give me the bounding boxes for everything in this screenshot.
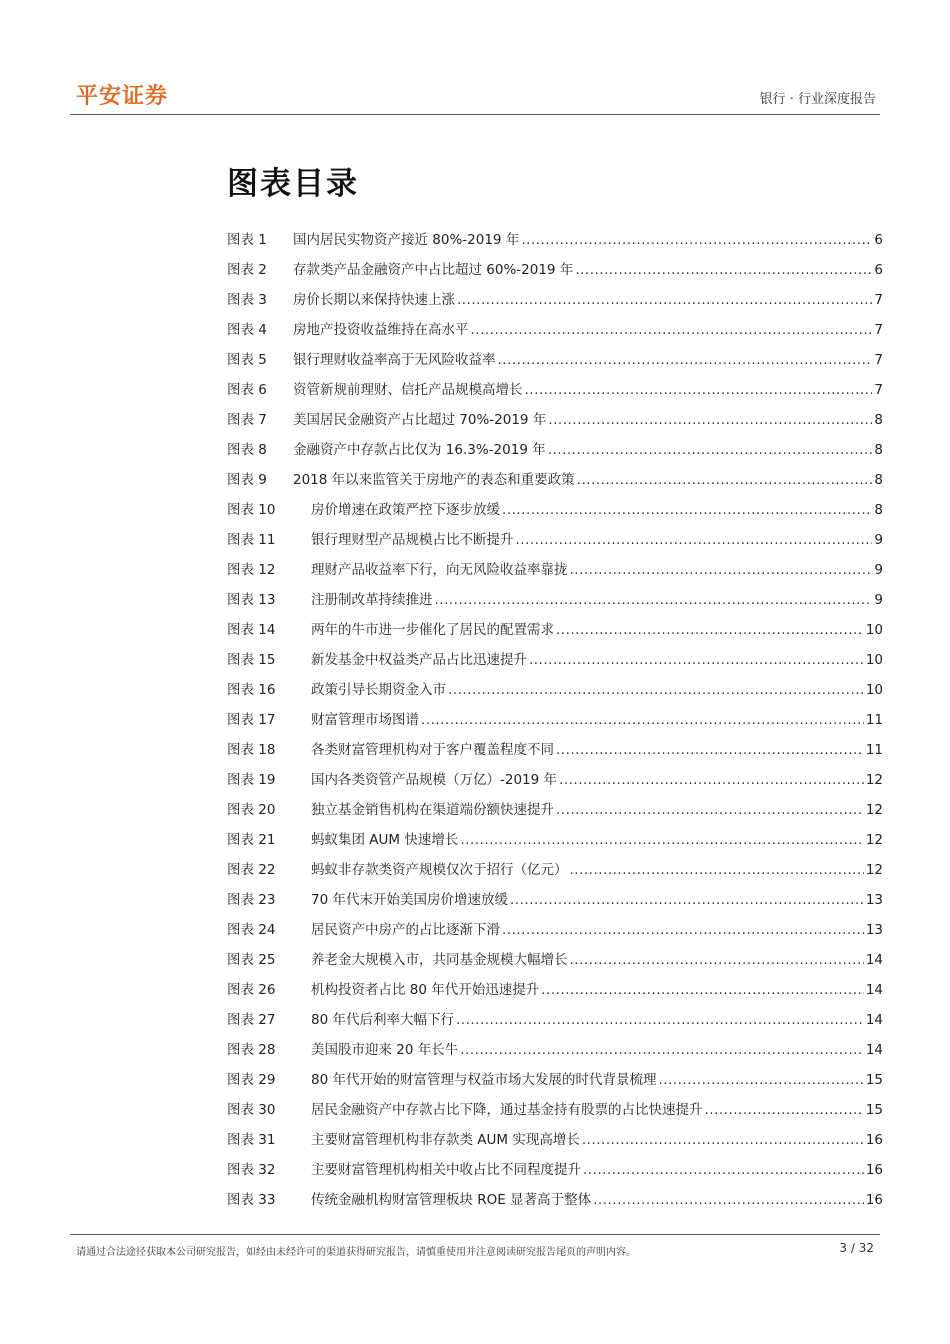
toc-figure-title[interactable]: 80 年代后利率大幅下行 <box>311 1012 454 1028</box>
toc-page-number[interactable]: 12 <box>865 832 883 848</box>
toc-figure-title[interactable]: 机构投资者占比 80 年代开始迅速提升 <box>311 982 540 998</box>
toc-entry[interactable] <box>227 1065 883 1095</box>
toc-dot-leader <box>457 285 872 315</box>
toc-entry[interactable] <box>227 885 883 915</box>
toc-figure-label: 图表 27 <box>227 1012 276 1028</box>
toc-figure-label: 图表 17 <box>227 712 276 728</box>
toc-entry[interactable] <box>227 1035 883 1065</box>
toc-dot-leader <box>502 915 864 945</box>
toc-page-number[interactable]: 11 <box>865 742 883 758</box>
toc-entry[interactable] <box>227 1125 883 1155</box>
toc-figure-title[interactable]: 蚂蚁集团 AUM 快速增长 <box>311 832 459 848</box>
toc-figure-title[interactable]: 主要财富管理机构非存款类 AUM 实现高增长 <box>311 1132 580 1148</box>
footer-disclaimer: 请通过合法途径获取本公司研究报告，如经由未经许可的渠道获得研究报告，请慎重使用并注意阅读研究报告尾页的声明内容。 <box>76 1247 636 1258</box>
toc-figure-title[interactable]: 养老金大规模入市，共同基金规模大幅增长 <box>311 952 568 968</box>
toc-entry[interactable] <box>227 465 883 495</box>
toc-page-number[interactable]: 13 <box>865 922 883 938</box>
toc-figure-label: 图表 33 <box>227 1192 276 1208</box>
toc-dot-leader <box>556 795 864 825</box>
toc-dot-leader <box>525 375 873 405</box>
toc-figure-title[interactable]: 新发基金中权益类产品占比迅速提升 <box>311 652 527 668</box>
toc-entry[interactable] <box>227 705 883 735</box>
toc-figure-title[interactable]: 房地产投资收益维持在高水平 <box>293 322 469 338</box>
toc-figure-label: 图表 28 <box>227 1042 276 1058</box>
toc-figure-label: 图表 24 <box>227 922 276 938</box>
toc-dot-leader <box>502 495 872 525</box>
toc-figure-title[interactable]: 独立基金销售机构在渠道端份额快速提升 <box>311 802 554 818</box>
toc-page-number[interactable]: 12 <box>865 862 883 878</box>
toc-figure-title[interactable]: 金融资产中存款占比仅为 16.3%-2019 年 <box>293 442 546 458</box>
toc-page-number[interactable]: 9 <box>874 562 883 578</box>
toc-figure-label: 图表 9 <box>227 472 267 488</box>
toc-dot-leader <box>658 1065 863 1095</box>
toc-figure-label: 图表 32 <box>227 1162 276 1178</box>
toc-page-number[interactable]: 9 <box>874 592 883 608</box>
toc-figure-title[interactable]: 财富管理市场图谱 <box>311 712 419 728</box>
toc-dot-leader <box>582 1125 864 1155</box>
toc-page-number[interactable]: 8 <box>874 502 883 518</box>
toc-figure-title[interactable]: 传统金融机构财富管理板块 ROE 显著高于整体 <box>311 1192 592 1208</box>
toc-dot-leader <box>529 645 864 675</box>
toc-entry[interactable] <box>227 1095 883 1125</box>
toc-page-number[interactable]: 7 <box>874 352 883 368</box>
figure-toc <box>227 225 883 1215</box>
toc-entry[interactable] <box>227 615 883 645</box>
toc-entry[interactable] <box>227 945 883 975</box>
toc-figure-label: 图表 4 <box>227 322 267 338</box>
toc-figure-title[interactable]: 蚂蚁非存款类资产规模仅次于招行（亿元） <box>311 862 568 878</box>
toc-entry[interactable] <box>227 675 883 705</box>
toc-page-number[interactable]: 6 <box>874 262 883 278</box>
toc-figure-title[interactable]: 房价长期以来保持快速上涨 <box>293 292 455 308</box>
report-category: 银行 · 行业深度报告 <box>759 92 876 107</box>
toc-page-number[interactable]: 9 <box>874 532 883 548</box>
toc-page-number[interactable]: 12 <box>865 802 883 818</box>
toc-figure-label: 图表 19 <box>227 772 276 788</box>
toc-dot-leader <box>556 615 864 645</box>
toc-entry[interactable] <box>227 375 883 405</box>
toc-figure-label: 图表 2 <box>227 262 267 278</box>
toc-figure-title[interactable]: 居民金融资产中存款占比下降，通过基金持有股票的占比快速提升 <box>311 1102 703 1118</box>
toc-figure-label: 图表 22 <box>227 862 276 878</box>
brand-logo: 平安证券 <box>76 84 169 109</box>
toc-entry[interactable] <box>227 765 883 795</box>
toc-dot-leader <box>570 855 864 885</box>
toc-figure-title[interactable]: 国内居民实物资产接近 80%-2019 年 <box>293 232 520 248</box>
toc-page-number[interactable]: 7 <box>874 292 883 308</box>
toc-dot-leader <box>548 435 873 465</box>
toc-page-number[interactable]: 15 <box>865 1072 883 1088</box>
toc-figure-label: 图表 1 <box>227 232 267 248</box>
toc-entry[interactable] <box>227 975 883 1005</box>
toc-entry[interactable] <box>227 1155 883 1185</box>
toc-entry[interactable] <box>227 825 883 855</box>
toc-dot-leader <box>498 345 873 375</box>
toc-figure-label: 图表 20 <box>227 802 276 818</box>
toc-entry[interactable] <box>227 855 883 885</box>
header-divider <box>70 114 880 115</box>
toc-figure-title[interactable]: 70 年代末开始美国房价增速放缓 <box>311 892 508 908</box>
toc-figure-label: 图表 15 <box>227 652 276 668</box>
toc-figure-label: 图表 14 <box>227 622 276 638</box>
toc-page-number[interactable]: 10 <box>865 682 883 698</box>
toc-page-number[interactable]: 11 <box>865 712 883 728</box>
page-title: 图表目录 <box>227 166 359 202</box>
toc-figure-label: 图表 3 <box>227 292 267 308</box>
footer-divider <box>70 1234 880 1235</box>
toc-entry[interactable] <box>227 795 883 825</box>
toc-page-number[interactable]: 14 <box>865 1012 883 1028</box>
toc-figure-label: 图表 13 <box>227 592 276 608</box>
toc-dot-leader <box>570 555 873 585</box>
toc-figure-title[interactable]: 存款类产品金融资产中占比超过 60%-2019 年 <box>293 262 574 278</box>
toc-entry[interactable] <box>227 285 883 315</box>
toc-dot-leader <box>548 405 872 435</box>
toc-figure-label: 图表 18 <box>227 742 276 758</box>
toc-figure-label: 图表 5 <box>227 352 267 368</box>
toc-page-number[interactable]: 8 <box>874 412 883 428</box>
toc-page-number[interactable]: 8 <box>874 472 883 488</box>
toc-figure-label: 图表 31 <box>227 1132 276 1148</box>
toc-figure-title[interactable]: 国内各类资管产品规模（万亿）-2019 年 <box>311 772 558 788</box>
toc-entry[interactable] <box>227 315 883 345</box>
toc-figure-label: 图表 6 <box>227 382 267 398</box>
toc-page-number[interactable]: 10 <box>865 652 883 668</box>
toc-figure-label: 图表 29 <box>227 1072 276 1088</box>
toc-figure-title[interactable]: 美国股市迎来 20 年长牛 <box>311 1042 459 1058</box>
toc-figure-title[interactable]: 居民资产中房产的占比逐渐下滑 <box>311 922 500 938</box>
toc-page-number[interactable]: 14 <box>865 982 883 998</box>
toc-dot-leader <box>456 1005 864 1035</box>
toc-page-number[interactable]: 15 <box>865 1102 883 1118</box>
toc-page-number[interactable]: 7 <box>874 322 883 338</box>
toc-figure-label: 图表 12 <box>227 562 276 578</box>
toc-dot-leader <box>559 765 864 795</box>
toc-page-number[interactable]: 16 <box>865 1132 883 1148</box>
toc-figure-label: 图表 8 <box>227 442 267 458</box>
toc-page-number[interactable]: 10 <box>865 622 883 638</box>
toc-dot-leader <box>577 465 873 495</box>
toc-page-number[interactable]: 8 <box>874 442 883 458</box>
toc-dot-leader <box>541 975 864 1005</box>
toc-figure-title[interactable]: 两年的牛市进一步催化了居民的配置需求 <box>311 622 554 638</box>
toc-figure-title[interactable]: 银行理财收益率高于无风险收益率 <box>293 352 496 368</box>
toc-figure-title[interactable]: 银行理财型产品规模占比不断提升 <box>311 532 514 548</box>
toc-figure-label: 图表 7 <box>227 412 267 428</box>
toc-figure-title[interactable]: 2018 年以来监管关于房地产的表态和重要政策 <box>293 472 575 488</box>
toc-dot-leader <box>435 585 873 615</box>
toc-entry[interactable] <box>227 555 883 585</box>
toc-figure-label: 图表 10 <box>227 502 276 518</box>
toc-entry[interactable] <box>227 1185 883 1215</box>
toc-entry[interactable] <box>227 525 883 555</box>
toc-figure-label: 图表 11 <box>227 532 276 548</box>
toc-dot-leader <box>705 1095 864 1125</box>
toc-page-number[interactable]: 14 <box>865 1042 883 1058</box>
toc-figure-title[interactable]: 理财产品收益率下行，向无风险收益率靠拢 <box>311 562 568 578</box>
toc-dot-leader <box>510 885 864 915</box>
toc-dot-leader <box>460 1035 864 1065</box>
toc-dot-leader <box>448 675 864 705</box>
toc-figure-label: 图表 26 <box>227 982 276 998</box>
toc-dot-leader <box>460 825 863 855</box>
toc-figure-title[interactable]: 资管新规前理财、信托产品规模高增长 <box>293 382 523 398</box>
toc-entry[interactable] <box>227 495 883 525</box>
toc-entry[interactable] <box>227 1005 883 1035</box>
toc-dot-leader <box>521 225 872 255</box>
toc-figure-title[interactable]: 80 年代开始的财富管理与权益市场大发展的时代背景梳理 <box>311 1072 657 1088</box>
toc-figure-title[interactable]: 各类财富管理机构对于客户覆盖程度不同 <box>311 742 554 758</box>
toc-figure-label: 图表 25 <box>227 952 276 968</box>
toc-dot-leader <box>575 255 872 285</box>
toc-entry[interactable] <box>227 405 883 435</box>
toc-dot-leader <box>556 735 864 765</box>
toc-figure-title[interactable]: 美国居民金融资产占比超过 70%-2019 年 <box>293 412 547 428</box>
toc-entry[interactable] <box>227 645 883 675</box>
toc-entry[interactable] <box>227 225 883 255</box>
toc-figure-title[interactable]: 房价增速在政策严控下逐步放缓 <box>311 502 500 518</box>
toc-page-number[interactable]: 13 <box>865 892 883 908</box>
toc-dot-leader <box>593 1185 864 1215</box>
toc-entry[interactable] <box>227 435 883 465</box>
toc-figure-title[interactable]: 政策引导长期资金入市 <box>311 682 446 698</box>
toc-dot-leader <box>516 525 873 555</box>
toc-page-number[interactable]: 7 <box>874 382 883 398</box>
toc-dot-leader <box>570 945 864 975</box>
toc-figure-title[interactable]: 注册制改革持续推进 <box>311 592 433 608</box>
toc-page-number[interactable]: 14 <box>865 952 883 968</box>
toc-figure-label: 图表 21 <box>227 832 276 848</box>
toc-entry[interactable] <box>227 915 883 945</box>
toc-entry[interactable] <box>227 735 883 765</box>
toc-entry[interactable] <box>227 255 883 285</box>
toc-figure-title[interactable]: 主要财富管理机构相关中收占比不同程度提升 <box>311 1162 581 1178</box>
toc-dot-leader <box>583 1155 864 1185</box>
toc-dot-leader <box>421 705 864 735</box>
toc-entry[interactable] <box>227 345 883 375</box>
toc-dot-leader <box>471 315 873 345</box>
toc-figure-label: 图表 30 <box>227 1102 276 1118</box>
page-number: 3 / 32 <box>839 1241 874 1255</box>
toc-page-number[interactable]: 6 <box>874 232 883 248</box>
toc-page-number[interactable]: 16 <box>865 1162 883 1178</box>
toc-page-number[interactable]: 16 <box>865 1192 883 1208</box>
toc-figure-label: 图表 16 <box>227 682 276 698</box>
toc-figure-label: 图表 23 <box>227 892 276 908</box>
toc-page-number[interactable]: 12 <box>865 772 883 788</box>
toc-entry[interactable] <box>227 585 883 615</box>
